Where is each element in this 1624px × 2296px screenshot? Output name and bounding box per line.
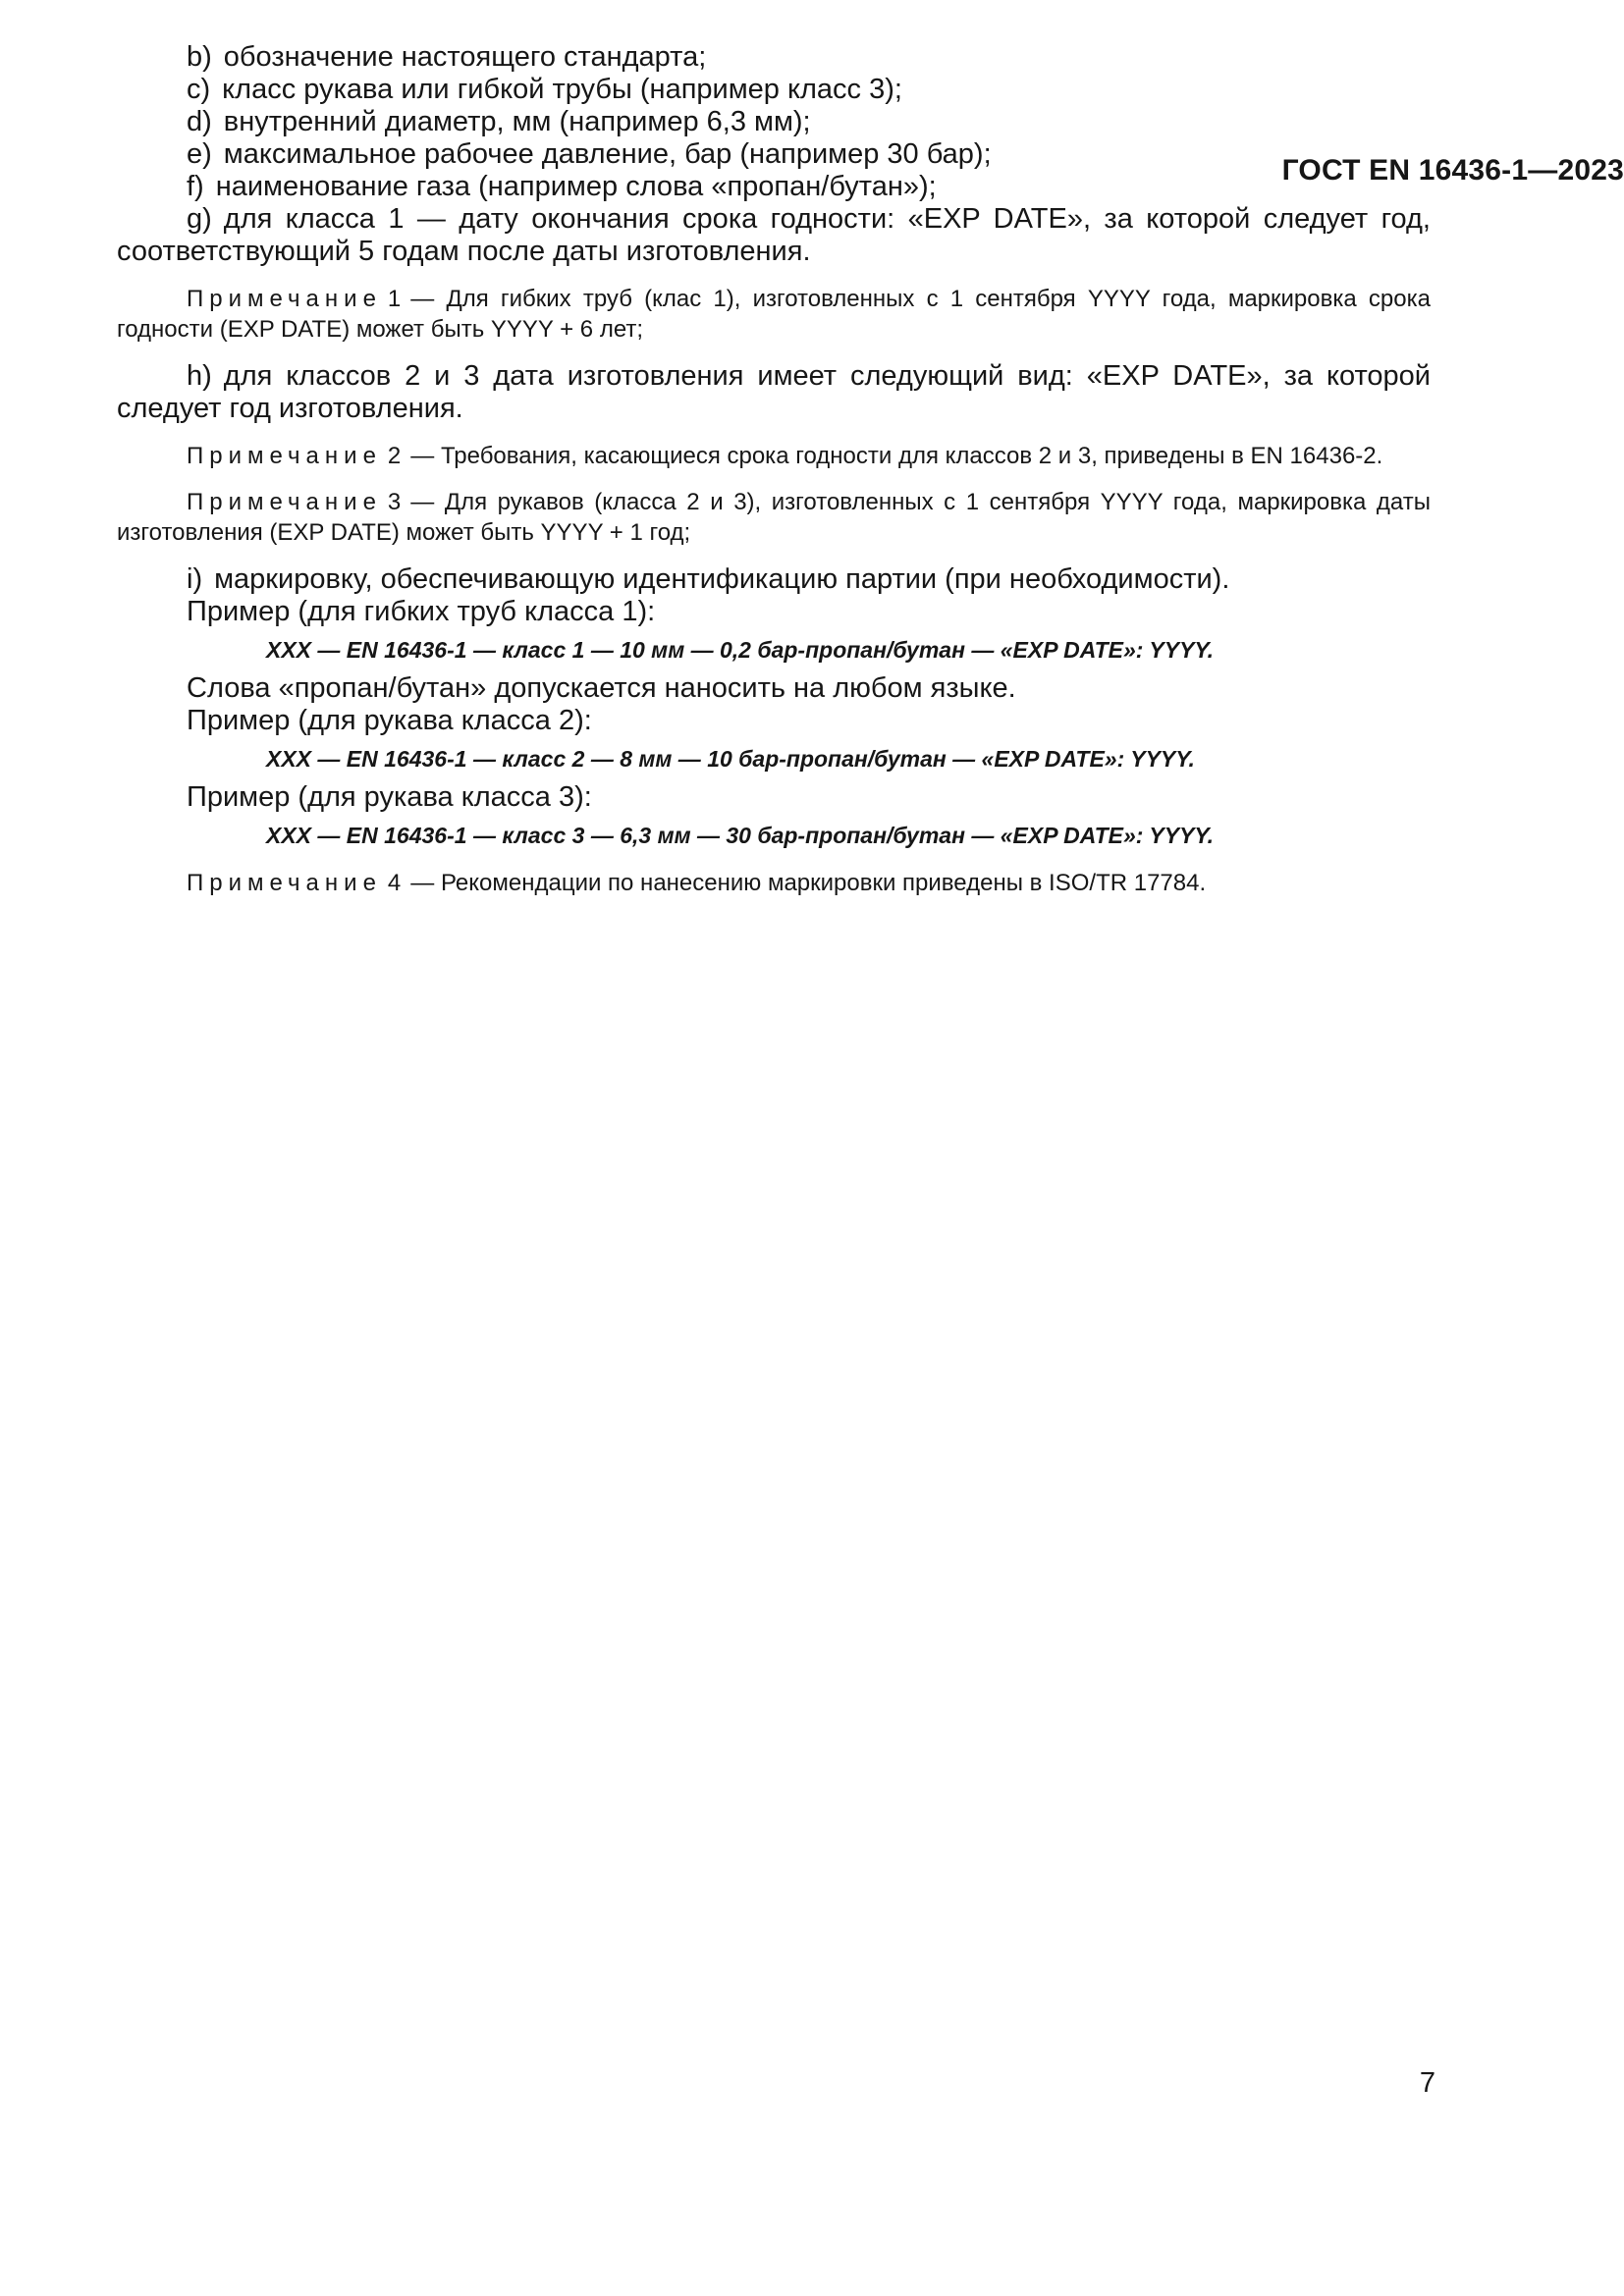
list-item-text: максимальное рабочее давление, бар (например 30 бар);	[223, 138, 992, 170]
list-item-marker: f)	[187, 171, 204, 202]
note-number: 2	[387, 443, 402, 469]
list-item-marker: d)	[187, 106, 212, 137]
note-text: — Для рукавов (класса 2 и 3), изготовленных с 1 сентября YYYY года, маркировка даты изготовления (EXP DATE) может быть YYYY + 1 год;	[117, 489, 1431, 546]
list-item-d	[117, 106, 1431, 138]
list-item-marker: c)	[187, 74, 211, 105]
example-intro-2: Пример (для рукава класса 2):	[187, 705, 592, 736]
list-item-text: наименование газа (например слова «пропан/бутан»);	[215, 171, 937, 202]
list-item-marker: i)	[187, 563, 203, 595]
page-body	[117, 0, 1431, 914]
example-line-2: XXX — EN 16436-1 — класс 2 — 8 мм — 10 бар-пропан/бутан — «EXP DATE»: YYYY.	[266, 746, 1195, 772]
marked-list	[117, 41, 1431, 203]
note-number: 4	[387, 870, 402, 896]
page-number: 7	[1419, 2067, 1435, 2099]
list-item-marker: e)	[187, 138, 212, 170]
example-intro-1: Пример (для гибких труб класса 1):	[187, 596, 656, 627]
list-item-text: обозначение настоящего стандарта;	[223, 41, 707, 73]
list-item-h	[117, 360, 1431, 425]
list-item-text: класс рукава или гибкой трубы (например класс 3);	[222, 74, 902, 105]
example-line-3: XXX — EN 16436-1 — класс 3 — 6,3 мм — 30 бар-пропан/бутан — «EXP DATE»: YYYY.	[266, 823, 1215, 848]
note-label: Примечание	[187, 443, 382, 469]
note-2	[117, 441, 1431, 471]
list-item-text: маркировку, обеспечивающую идентификацию партии (при необходимости).	[214, 563, 1230, 595]
note-label: Примечание	[187, 286, 382, 312]
list-item-marker: b)	[187, 41, 212, 73]
note-text: — Для гибких труб (клас 1), изготовленных с 1 сентября YYYY года, маркировка срока годности (EXP DATE) может быть YYYY + 6 лет;	[117, 286, 1431, 343]
example-line-1: XXX — EN 16436-1 — класс 1 — 10 мм — 0,2 бар-пропан/бутан — «EXP DATE»: YYYY.	[266, 637, 1215, 663]
note-text: — Рекомендации по нанесению маркировки приведены в ISO/TR 17784.	[410, 870, 1207, 896]
note-number: 3	[387, 489, 402, 515]
note-number: 1	[387, 286, 402, 312]
note-label: Примечание	[187, 870, 382, 896]
list-item-f	[117, 171, 1431, 203]
list-item-text: внутренний диаметр, мм (например 6,3 мм);	[223, 106, 811, 137]
list-item-marker: g)	[187, 203, 212, 235]
note-text: — Требования, касающиеся срока годности для классов 2 и 3, приведены в EN 16436-2.	[410, 443, 1383, 469]
list-item-text: для классов 2 и 3 дата изготовления имеет следующий вид: «EXP DATE», за которой следует год изготовления.	[117, 360, 1431, 424]
list-item-b	[117, 41, 1431, 74]
list-item-i	[117, 563, 1431, 596]
plain-line-propane: Слова «пропан/бутан» допускается наносить на любом языке.	[187, 672, 1016, 704]
note-label: Примечание	[187, 489, 382, 515]
list-item-g	[117, 203, 1431, 268]
example-intro-3: Пример (для рукава класса 3):	[187, 781, 592, 813]
note-1	[117, 284, 1431, 345]
note-4	[117, 868, 1431, 898]
list-item-marker: h)	[187, 360, 212, 392]
running-header-title: ГОСТ EN 16436-1—2023	[1281, 154, 1624, 187]
list-item-text: для класса 1 — дату окончания срока годности: «EXP DATE», за которой следует год, соответствующий 5 годам после даты изготовления.	[117, 203, 1431, 267]
list-item-c	[117, 74, 1431, 106]
note-3	[117, 487, 1431, 548]
list-item-e	[117, 138, 1431, 171]
